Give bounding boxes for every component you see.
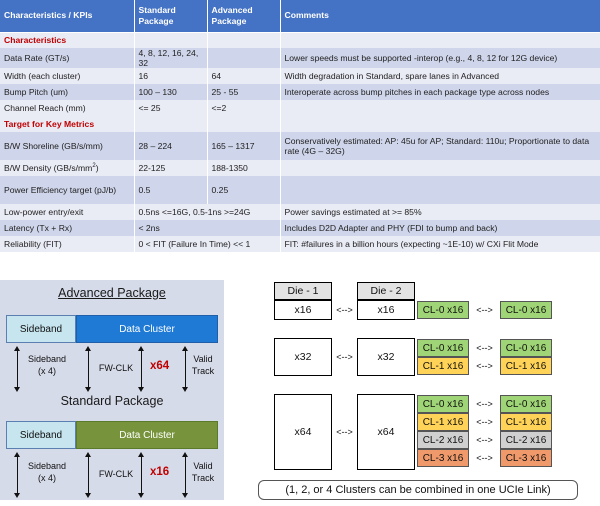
advanced-cell: 165 – 1317: [207, 132, 280, 160]
header-kpi: Characteristics / KPIs: [0, 0, 134, 32]
standard-cell: < 2ns: [134, 220, 280, 236]
section-row-key-metrics: [0, 116, 600, 132]
cluster-lane-cl0: CL-0 x16: [500, 395, 552, 413]
table-header-row: [0, 0, 600, 32]
standard-data-cluster-box: Data Cluster: [76, 421, 218, 449]
kpi-cell: Width (each cluster): [0, 68, 134, 84]
header-comments: Comments: [280, 0, 600, 32]
standard-width-label: x16: [150, 466, 170, 478]
kpi-cell: Latency (Tx + Rx): [0, 220, 134, 236]
standard-valid-label: Valid Track: [191, 461, 215, 483]
advanced-width-label: x64: [150, 360, 170, 372]
header-standard: Standard Package: [134, 0, 207, 32]
comment-cell: [280, 160, 600, 176]
kpi-cell: Reliability (FIT): [0, 236, 134, 252]
die2-header: Die - 2: [357, 282, 415, 300]
link-arrow: <-->: [336, 427, 353, 437]
comment-cell: [280, 176, 600, 204]
table-row: [0, 204, 600, 220]
cluster-lane-cl0: CL-0 x16: [417, 301, 469, 319]
advanced-cell: 188-1350: [207, 160, 280, 176]
standard-sideband-count: Sideband (x 4): [27, 461, 67, 483]
standard-cell: 0.5ns <=16G, 0.5-1ns >=24G: [134, 204, 280, 220]
link-arrow: <-->: [476, 453, 493, 463]
die1-width-x32: x32: [274, 338, 332, 376]
advanced-cell: 0.25: [207, 176, 280, 204]
cluster-lane-cl0: CL-0 x16: [500, 301, 552, 319]
table-row: [0, 236, 600, 252]
advanced-valid-label: Valid Track: [191, 354, 215, 376]
cluster-lane-cl3: CL-3 x16: [417, 449, 469, 467]
link-arrow: <-->: [476, 361, 493, 371]
die1-width-x16: x16: [274, 300, 332, 320]
kpi-cell: Channel Reach (mm): [0, 100, 134, 116]
cluster-lane-cl0: CL-0 x16: [417, 339, 469, 357]
die1-width-x64: x64: [274, 394, 332, 470]
kpi-cell: Low-power entry/exit: [0, 204, 134, 220]
link-arrow: <-->: [476, 399, 493, 409]
advanced-cell: [207, 48, 280, 68]
comment-cell: Lower speeds must be supported -interop (e.g., 4, 8, 12 for 12G device): [280, 48, 600, 68]
standard-cell: 4, 8, 12, 16, 24, 32: [134, 48, 207, 68]
die1-header: Die - 1: [274, 282, 332, 300]
comment-cell: [280, 100, 600, 116]
link-arrow: <-->: [476, 343, 493, 353]
die2-width-x64: x64: [357, 394, 415, 470]
advanced-data-cluster-box: Data Cluster: [76, 315, 218, 343]
standard-sideband-box: Sideband: [6, 421, 76, 449]
standard-cell: 22-125: [134, 160, 207, 176]
cluster-lane-cl1: CL-1 x16: [417, 357, 469, 375]
advanced-sideband-count: Sideband (x 4): [27, 354, 67, 376]
standard-cell: 28 – 224: [134, 132, 207, 160]
kpi-cell: Power Efficiency target (pJ/b): [0, 176, 134, 204]
kpi-cell: Data Rate (GT/s): [0, 48, 134, 68]
link-arrow: <-->: [336, 352, 353, 362]
cluster-lane-cl1: CL-1 x16: [500, 413, 552, 431]
cluster-lane-cl1: CL-1 x16: [417, 413, 469, 431]
kpi-cell: Bump Pitch (um): [0, 84, 134, 100]
table-row: [0, 68, 600, 84]
cluster-lane-cl2: CL-2 x16: [417, 431, 469, 449]
comment-cell: Includes D2D Adapter and PHY (FDI to bump and back): [280, 220, 600, 236]
cluster-lane-cl3: CL-3 x16: [500, 449, 552, 467]
table-row: [0, 160, 600, 176]
section-title: Target for Key Metrics: [0, 116, 134, 132]
standard-cell: 16: [134, 68, 207, 84]
table-row: [0, 132, 600, 160]
kpi-cell: B/W Density $(GB/s/mm^2)$: [0, 160, 134, 176]
comment-cell: Interoperate across bump pitches in each package type across nodes: [280, 84, 600, 100]
table-row: [0, 220, 600, 236]
advanced-fwclk-label: FW-CLK: [98, 363, 134, 373]
link-arrow: <-->: [336, 305, 353, 315]
advanced-cell: 64: [207, 68, 280, 84]
header-advanced: Advanced Package: [207, 0, 280, 32]
standard-package-title: Standard Package: [60, 394, 164, 408]
cluster-lane-cl2: CL-2 x16: [500, 431, 552, 449]
link-arrow: <-->: [476, 305, 493, 315]
advanced-package-title: Advanced Package: [58, 286, 166, 300]
standard-cell: 100 – 130: [134, 84, 207, 100]
comment-cell: Width degradation in Standard, spare lanes in Advanced: [280, 68, 600, 84]
cluster-lane-cl0: CL-0 x16: [500, 339, 552, 357]
comment-cell: Power savings estimated at >= 85%: [280, 204, 600, 220]
table-row: [0, 84, 600, 100]
comment-cell: FIT: #failures in a billion hours (expecting ~1E-10) w/ CXi Flit Mode: [280, 236, 600, 252]
package-diagram: [0, 280, 224, 500]
die2-width-x32: x32: [357, 338, 415, 376]
die2-width-x16: x16: [357, 300, 415, 320]
cluster-lane-cl1: CL-1 x16: [500, 357, 552, 375]
cluster-caption: (1, 2, or 4 Clusters can be combined in one UCIe Link): [258, 480, 578, 500]
table-row: [0, 100, 600, 116]
table-row: [0, 176, 600, 204]
cluster-combination-grid: [274, 282, 556, 472]
standard-fwclk-label: FW-CLK: [98, 469, 134, 479]
advanced-sideband-box: Sideband: [6, 315, 76, 343]
section-row-characteristics: [0, 32, 600, 48]
standard-cell: <= 25: [134, 100, 207, 116]
advanced-cell: 25 - 55: [207, 84, 280, 100]
link-arrow: <-->: [476, 435, 493, 445]
link-arrow: <-->: [476, 417, 493, 427]
comment-cell: Conservatively estimated: AP: 45u for AP; Standard: 110u; Proportionate to data rate (4G – 32G): [280, 132, 600, 160]
standard-cell: 0.5: [134, 176, 207, 204]
kpi-table: [0, 0, 600, 252]
cluster-lane-cl0: CL-0 x16: [417, 395, 469, 413]
table-row: [0, 48, 600, 68]
kpi-cell: B/W Shoreline (GB/s/mm): [0, 132, 134, 160]
advanced-cell: <=2: [207, 100, 280, 116]
standard-cell: 0 < FIT (Failure In Time) << 1: [134, 236, 280, 252]
section-title: Characteristics: [0, 32, 134, 48]
